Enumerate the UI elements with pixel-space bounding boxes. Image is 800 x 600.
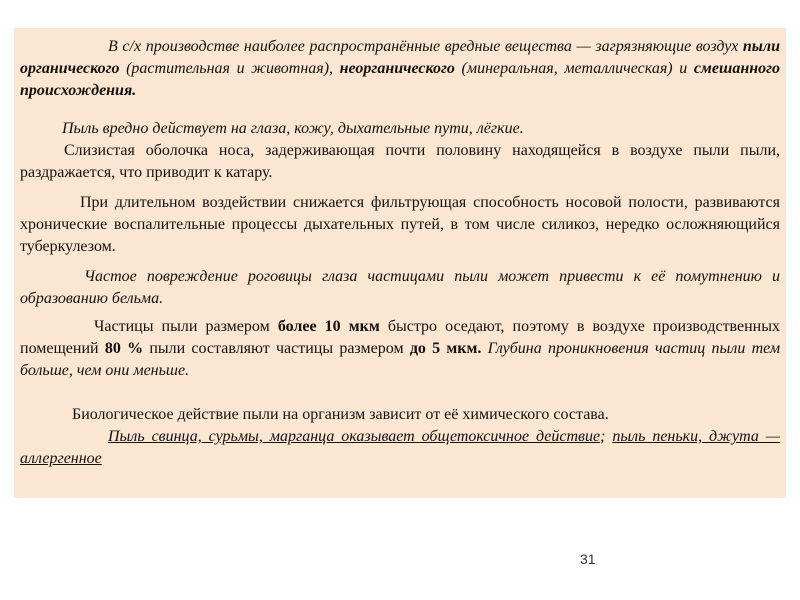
p8-separator: ; [600, 428, 613, 445]
p8-toxic-action: Пыль свинца, сурьмы, марганца оказывает общетоксичное действие [108, 428, 601, 445]
p6-text-e: пыли составляют частицы размером [143, 340, 410, 357]
p6-80-percent: 80 % [104, 340, 144, 357]
p6-text-c: быстро оседают, поэтому в воздухе производственных помещений [20, 318, 780, 357]
p8-allergenic: пыль пеньки, джута — аллергенное [20, 428, 781, 467]
paragraph-harmful-substances [20, 36, 780, 102]
p1-organic-dust: пыли органического [20, 38, 780, 77]
paragraph-particle-size [20, 316, 780, 382]
p1-text-c: (растительная и животная), [119, 60, 340, 77]
p6-penetration-depth: Глубина проникновения частиц пыли тем больше, чем они меньше. [20, 340, 781, 379]
text-box [14, 28, 786, 498]
p6-more-than-10um: более 10 мкм [277, 318, 380, 335]
p1-mixed-origin: смешанного происхождения. [20, 60, 780, 99]
p1-text-a: В с/х производстве наиболее распространённые вредные вещества — загрязняющие воздух [108, 38, 743, 55]
paragraph-dust-effects: Пыль вредно действует на глаза, кожу, дыхательные пути, лёгкие. [62, 120, 524, 137]
paragraph-biological-action: Биологическое действие пыли на организм зависит от её химического состава. [72, 406, 609, 423]
paragraph-nasal-mucosa: Слизистая оболочка носа, задерживающая почти половину находящейся в воздухе пыли пыли, раздражается, что приводит к катару. [20, 142, 780, 181]
paragraph-cornea-damage: Частое повреждение роговицы глаза частицами пыли может привести к её помутнению и образованию бельма. [20, 268, 780, 307]
p1-inorganic: неорганического [339, 60, 455, 77]
paragraph-toxic-dust [20, 426, 780, 470]
p1-text-e: (минеральная, металлическая) и [454, 60, 694, 77]
p6-up-to-5um: до 5 мкм. [409, 340, 482, 357]
page-number: 31 [580, 551, 596, 567]
p6-text-a: Частицы пыли размером [94, 318, 278, 335]
paragraph-long-exposure: При длительном воздействии снижается фильтрующая способность носовой полости, развиваются хронические воспалительные процессы дыхательных путей, в том числе силикоз, нередко осложняющийся туберкулезом. [20, 194, 780, 255]
